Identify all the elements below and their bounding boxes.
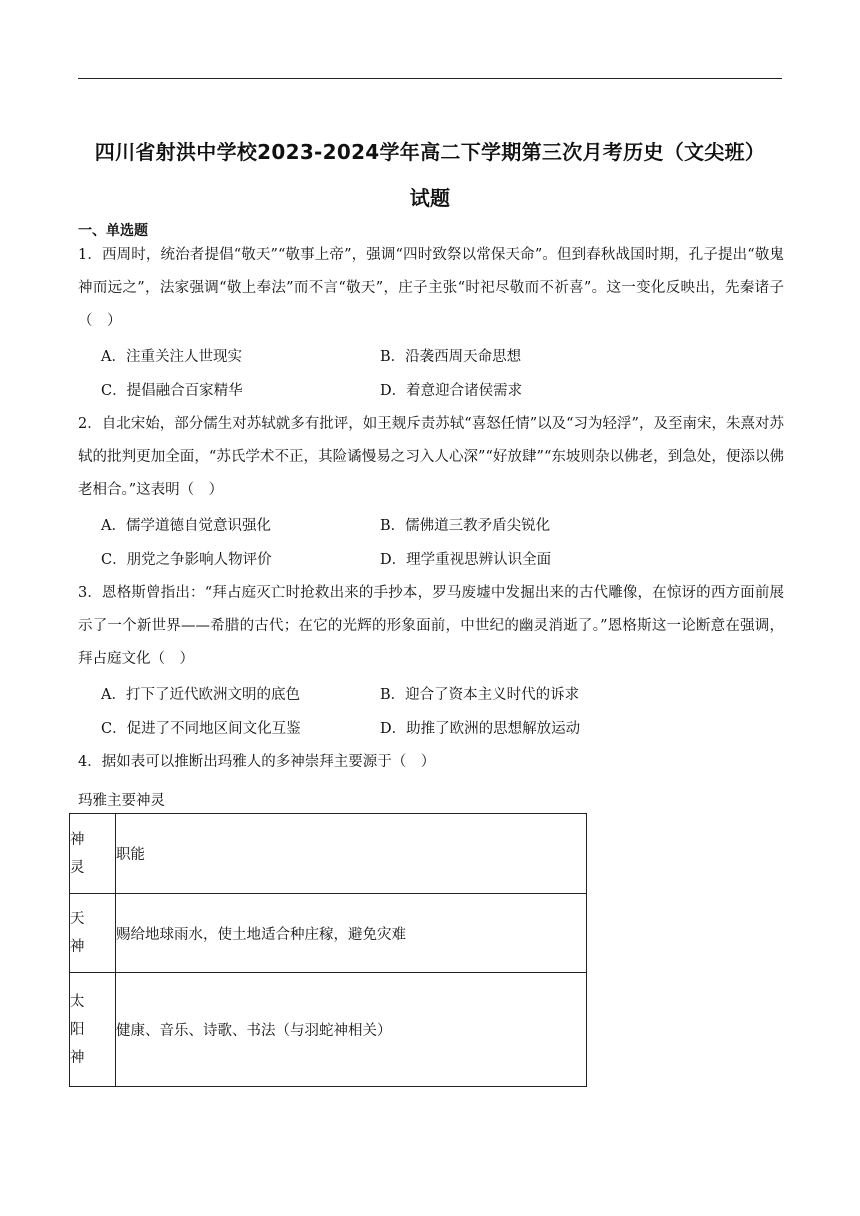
question-3-option-a: A．打下了近代欧洲文明的底色 bbox=[101, 687, 300, 703]
question-3-option-d: D．助推了欧洲的思想解放运动 bbox=[380, 721, 581, 737]
question-2-stem: 2．自北宋始，部分儒生对苏轼就多有批评，如王觌斥责苏轼“喜怒任情”以及“习为轻浮”，及至南宋，朱熹对苏轼的批判更加全面，“苏氏学术不正，其险谲慢易之习入人心深”“好放肆”“东坡则杂以佛老，到急处，便添以佛老相合。”这表明（ ） bbox=[78, 416, 784, 498]
question-1-option-d: D．着意迎合诸侯需求 bbox=[380, 383, 523, 399]
table-cell-desc: 健康、音乐、诗歌、书法（与羽蛇神相关） bbox=[116, 973, 587, 1087]
question-4-stem: 4．据如表可以推断出玛雅人的多神崇拜主要源于（ ） bbox=[78, 754, 436, 770]
maya-gods-table bbox=[69, 813, 587, 1087]
question-2-option-c: C．朋党之争影响人物评价 bbox=[101, 552, 272, 568]
question-2-option-a: A．儒学道德自觉意识强化 bbox=[101, 518, 271, 534]
question-1-stem: 1．西周时，统治者提倡“敬天”“敬事上帝”，强调“四时致祭以常保天命”。但到春秋战国时期，孔子提出“敬鬼神而远之”，法家强调“敬上奉法”而不言“敬天”，庄子主张“时祀尽敬而不祈喜”。这一变化反映出，先秦诸子（ ） bbox=[78, 247, 784, 329]
table-cell-name: 太 阳 神 bbox=[70, 973, 116, 1087]
table-cell-desc: 职能 bbox=[116, 814, 587, 894]
question-1-option-a: A．注重关注人世现实 bbox=[101, 349, 242, 365]
table-caption: 玛雅主要神灵 bbox=[78, 793, 165, 809]
question-1-option-b: B．沿袭西周天命思想 bbox=[380, 349, 522, 365]
section-heading: 一、单选题 bbox=[78, 223, 148, 239]
question-3-option-c: C．促进了不同地区间文化互鉴 bbox=[101, 721, 301, 737]
header-rule bbox=[78, 78, 782, 79]
question-3-option-b: B．迎合了资本主义时代的诉求 bbox=[380, 687, 580, 703]
question-1-option-c: C．提倡融合百家精华 bbox=[101, 383, 243, 399]
question-2-option-d: D．理学重视思辨认识全面 bbox=[380, 552, 552, 568]
table-cell-desc: 赐给地球雨水，使土地适合种庄稼，避免灾难 bbox=[116, 894, 587, 973]
table-cell-name: 天 神 bbox=[70, 894, 116, 973]
question-3-stem: 3．恩格斯曾指出：“拜占庭灭亡时抢救出来的手抄本，罗马废墟中发掘出来的古代雕像，在惊讶的西方面前展示了一个新世界——希腊的古代；在它的光辉的形象面前，中世纪的幽灵消逝了。”恩格斯这一论断意在强调，拜占庭文化（ ） bbox=[78, 585, 784, 667]
table-cell-name: 神 灵 bbox=[70, 814, 116, 894]
question-2-option-b: B．儒佛道三教矛盾尖锐化 bbox=[380, 518, 551, 534]
table-row bbox=[70, 894, 587, 973]
exam-title: 四川省射洪中学校2023-2024学年高二下学期第三次月考历史（文尖班） bbox=[94, 140, 766, 164]
table-row bbox=[70, 973, 587, 1087]
table-row bbox=[70, 814, 587, 894]
exam-title-continued: 试题 bbox=[409, 186, 451, 210]
